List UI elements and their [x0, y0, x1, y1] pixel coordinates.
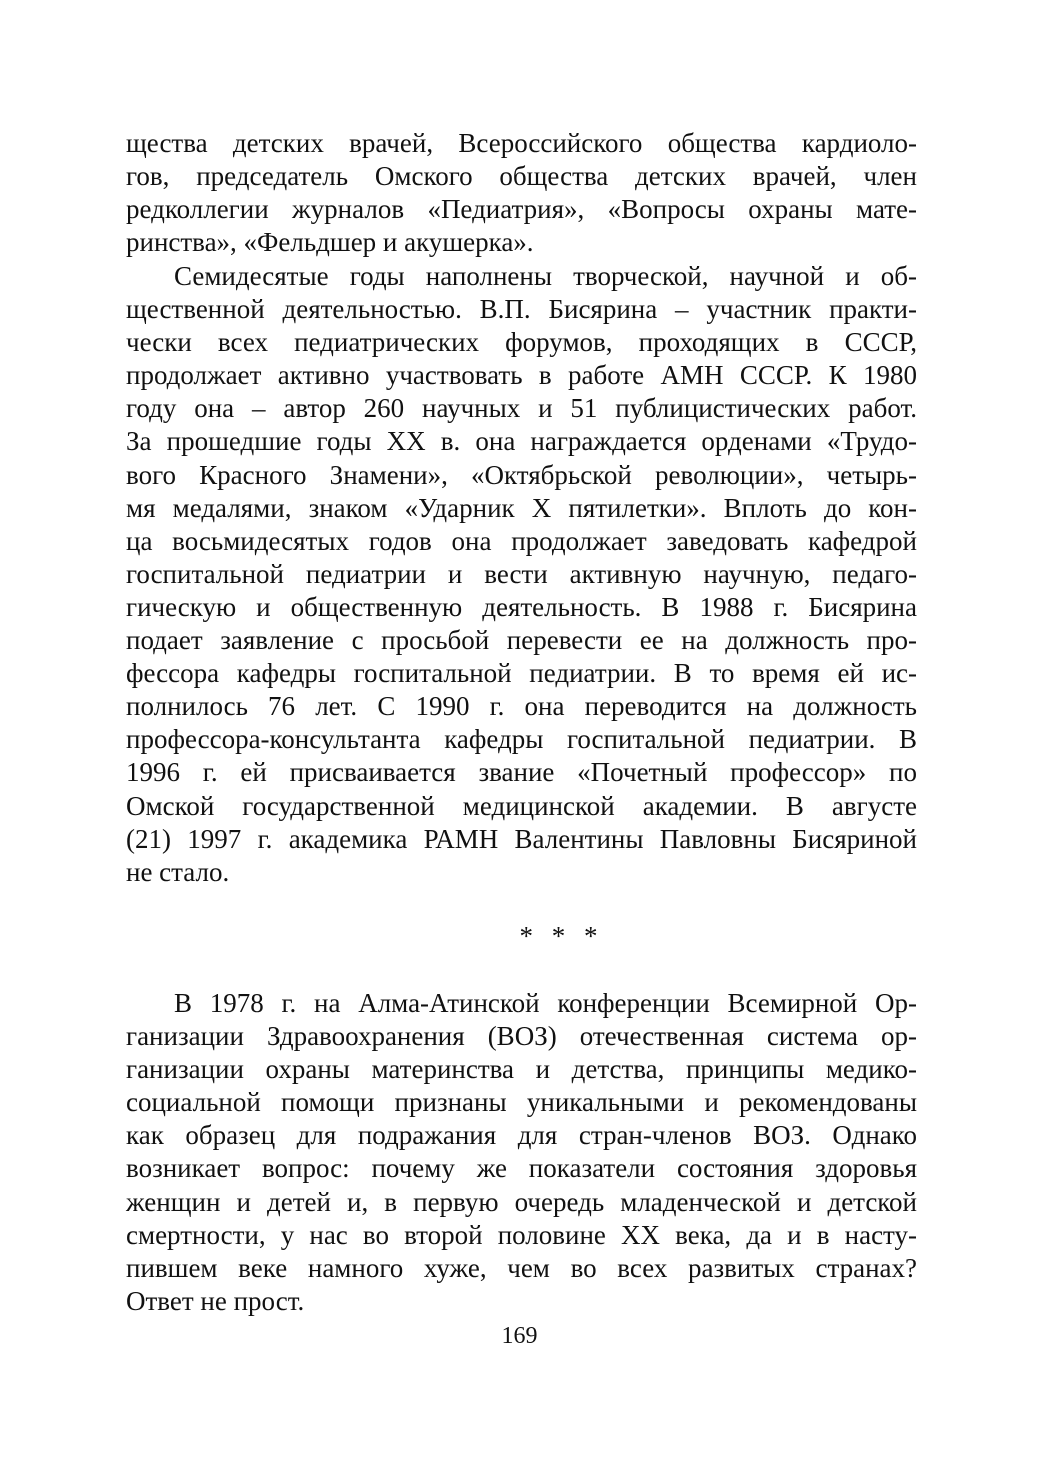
- text-line: ринства», «Фельдшер и акушерка».: [126, 227, 534, 258]
- text-line: мя медалями, знаком «Ударник X пятилетки». Вплоть до кон-: [126, 492, 917, 523]
- text-line: (21) 1997 г. академика РАМН Валентины Павловны Бисяриной: [126, 823, 917, 854]
- text-line: году она – автор 260 научных и 51 публицистических работ.: [126, 393, 917, 424]
- text-line: щества детских врачей, Всероссийского общества кардиоло-: [126, 128, 917, 158]
- text-line: продолжает активно участвовать в работе АМН СССР. К 1980: [126, 360, 917, 391]
- text-line: ца восьмидесятых годов она продолжает заведовать кафедрой: [126, 525, 917, 556]
- text-line: гов, председатель Омского общества детских врачей, член: [126, 161, 917, 192]
- text-line: редколлегии журналов «Педиатрия», «Вопросы охраны мате-: [126, 194, 917, 225]
- text-line: вого Красного Знамени», «Октябрьской революции», четырь-: [126, 459, 917, 490]
- section-separator: * * *: [519, 921, 604, 951]
- text-line: Семидесятые годы наполнены творческой, научной и об-: [174, 261, 917, 291]
- text-line: подает заявление с просьбой перевести ее на должность про-: [126, 625, 917, 656]
- text-line: смертности, у нас во второй половине XX века, да и в насту-: [126, 1219, 917, 1250]
- text-line: Омской государственной медицинской академии. В августе: [126, 790, 917, 821]
- paragraph-seventies: [126, 260, 917, 889]
- text-line: профессора-консультанта кафедры госпитальной педиатрии. В: [126, 724, 917, 755]
- text-line: возникает вопрос: почему же показатели состояния здоровья: [126, 1153, 917, 1184]
- text-line: госпитальной педиатрии и вести активную научную, педаго-: [126, 558, 917, 589]
- text-line: чески всех педиатрических форумов, проходящих в СССР,: [126, 327, 917, 358]
- text-line: полнилось 76 лет. С 1990 г. она переводится на должность: [126, 691, 917, 722]
- text-line: гическую и общественную деятельность. В 1988 г. Бисярина: [126, 591, 917, 622]
- text-line: социальной помощи признаны уникальными и рекомендованы: [126, 1087, 917, 1118]
- paragraph-continued: [126, 127, 917, 259]
- text-line: не стало.: [126, 856, 230, 887]
- text-line: щественной деятельностью. В.П. Бисярина – участник практи-: [126, 294, 917, 325]
- text-line: В 1978 г. на Алма-Атинской конференции Всемирной Ор-: [174, 988, 917, 1018]
- text-line: фессора кафедры госпитальной педиатрии. В то время ей ис-: [126, 658, 917, 689]
- text-line: ганизации Здравоохранения (ВОЗ) отечественная система ор-: [126, 1021, 917, 1052]
- text-line: как образец для подражания для стран-членов ВОЗ. Однако: [126, 1120, 917, 1151]
- text-line: Ответ не прост.: [126, 1285, 305, 1316]
- paragraph-who: [126, 987, 917, 1318]
- text-line: За прошедшие годы XX в. она награждается орденами «Трудо-: [126, 426, 917, 457]
- text-line: женщин и детей и, в первую очередь младенческой и детской: [126, 1186, 917, 1217]
- text-line: ганизации охраны материнства и детства, принципы медико-: [126, 1054, 917, 1085]
- text-line: 1996 г. ей присваивается звание «Почетный профессор» по: [126, 757, 917, 788]
- text-line: пившем веке намного хуже, чем во всех развитых странах?: [126, 1252, 917, 1283]
- page-number: 169: [501, 1323, 538, 1349]
